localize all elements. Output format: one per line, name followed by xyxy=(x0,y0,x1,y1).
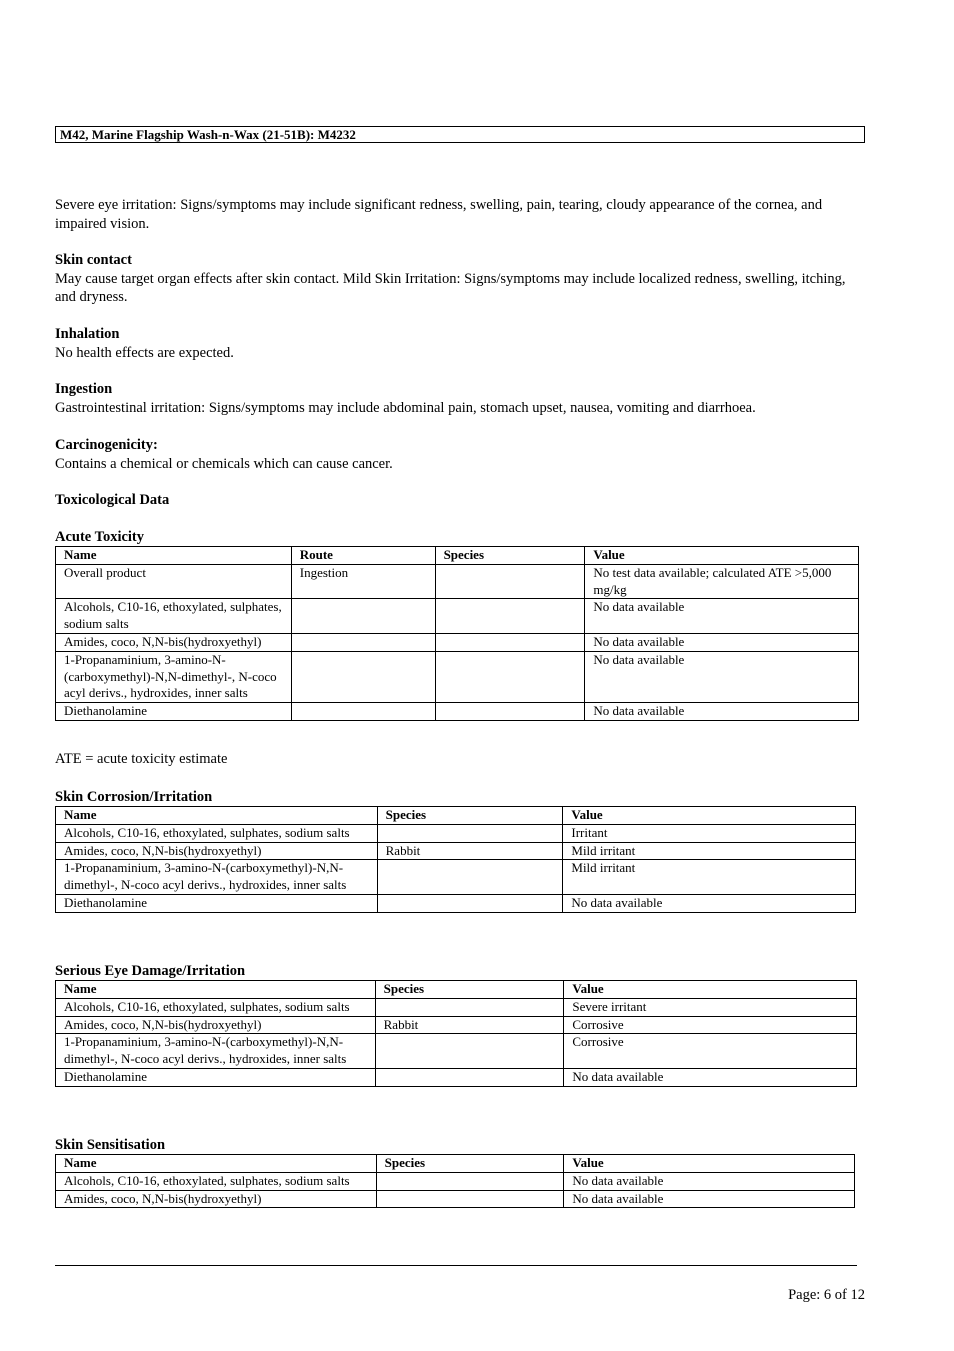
cell-name: 1-Propanaminium, 3-amino-N-(carboxymethyl)-N,N-dimethyl-, N-coco acyl derivs., hydroxides, inner salts xyxy=(56,860,378,895)
column-header-value: Value xyxy=(564,981,857,999)
column-header-route: Route xyxy=(291,547,435,565)
cell-species xyxy=(435,703,585,721)
cell-species xyxy=(376,1172,564,1190)
column-header-value: Value xyxy=(563,807,856,825)
skin-sensitisation-table xyxy=(55,1154,855,1208)
table-row xyxy=(56,599,859,634)
cell-name: 1-Propanaminium, 3-amino-N-(carboxymethyl)-N,N-dimethyl-, N-coco acyl derivs., hydroxides, inner salts xyxy=(56,651,292,702)
cell-species xyxy=(435,599,585,634)
table-header-row xyxy=(56,981,857,999)
cell-value: No data available xyxy=(585,651,859,702)
table-header-row xyxy=(56,1155,855,1173)
table-header-row xyxy=(56,547,859,565)
table-header-row xyxy=(56,807,856,825)
cell-name: Alcohols, C10-16, ethoxylated, sulphates, sodium salts xyxy=(56,998,376,1016)
ingestion-heading: Ingestion xyxy=(55,381,113,397)
cell-species xyxy=(435,564,585,599)
cell-value: Corrosive xyxy=(564,1034,857,1069)
cell-name: Alcohols, C10-16, ethoxylated, sulphates, sodium salts xyxy=(56,824,378,842)
ingestion-section xyxy=(55,380,855,417)
acute-toxicity-title: Acute Toxicity xyxy=(55,529,145,545)
cell-value: No data available xyxy=(585,599,859,634)
cell-species xyxy=(375,1068,564,1086)
table-row xyxy=(56,842,856,860)
cell-route xyxy=(291,599,435,634)
table-row xyxy=(56,1172,855,1190)
cell-species xyxy=(377,860,563,895)
cell-value: No data available xyxy=(585,633,859,651)
cell-species: Rabbit xyxy=(377,842,563,860)
table-row xyxy=(56,564,859,599)
cell-value: No data available xyxy=(563,894,856,912)
page-number: Page: 6 of 12 xyxy=(788,1287,865,1303)
ingestion-text: Gastrointestinal irritation: Signs/symptoms may include abdominal pain, stomach upset, nausea, vomiting and diarrhoea. xyxy=(55,399,756,416)
cell-name: Amides, coco, N,N-bis(hydroxyethyl) xyxy=(56,1016,376,1034)
cell-species xyxy=(377,894,563,912)
cell-species xyxy=(375,1034,564,1069)
column-header-species: Species xyxy=(435,547,585,565)
eye-damage-table xyxy=(55,980,857,1087)
table-row xyxy=(56,894,856,912)
ate-footnote: ATE = acute toxicity estimate xyxy=(55,751,228,767)
cell-species xyxy=(376,1190,564,1208)
column-header-name: Name xyxy=(56,1155,377,1173)
inhalation-text: No health effects are expected. xyxy=(55,344,234,361)
cell-value: Mild irritant xyxy=(563,860,856,895)
cell-species xyxy=(435,651,585,702)
skin-contact-text: May cause target organ effects after skin contact. Mild Skin Irritation: Signs/symptoms may include localized redness, swelling, itching, and dryness. xyxy=(55,270,846,305)
table-row xyxy=(56,1016,857,1034)
table-row xyxy=(56,703,859,721)
skin-corrosion-table xyxy=(55,806,856,913)
table-row xyxy=(56,1068,857,1086)
skin-contact-heading: Skin contact xyxy=(55,252,132,268)
cell-name: Diethanolamine xyxy=(56,703,292,721)
carcinogenicity-text: Contains a chemical or chemicals which can cause cancer. xyxy=(55,455,393,472)
column-header-value: Value xyxy=(564,1155,855,1173)
column-header-name: Name xyxy=(56,547,292,565)
table-row xyxy=(56,651,859,702)
toxicological-data-heading: Toxicological Data xyxy=(55,492,170,508)
table-row xyxy=(56,824,856,842)
cell-route xyxy=(291,703,435,721)
column-header-name: Name xyxy=(56,807,378,825)
skin-contact-section xyxy=(55,251,855,307)
column-header-name: Name xyxy=(56,981,376,999)
cell-value: No data available xyxy=(564,1190,855,1208)
cell-name: Alcohols, C10-16, ethoxylated, sulphates, sodium salts xyxy=(56,599,292,634)
acute-toxicity-table xyxy=(55,546,859,721)
column-header-species: Species xyxy=(375,981,564,999)
cell-species: Rabbit xyxy=(375,1016,564,1034)
cell-value: No test data available; calculated ATE >5,000 mg/kg xyxy=(585,564,859,599)
eye-effects-text: Severe eye irritation: Signs/symptoms may include significant redness, swelling, pain, tearing, cloudy appearance of the cornea, and impaired vision. xyxy=(55,197,823,232)
cell-value: Corrosive xyxy=(564,1016,857,1034)
table-row xyxy=(56,1190,855,1208)
cell-value: No data available xyxy=(564,1172,855,1190)
footer-divider xyxy=(55,1265,857,1266)
cell-name: Alcohols, C10-16, ethoxylated, sulphates, sodium salts xyxy=(56,1172,377,1190)
skin-corrosion-title: Skin Corrosion/Irritation xyxy=(55,789,213,805)
eye-damage-title: Serious Eye Damage/Irritation xyxy=(55,963,246,979)
cell-route: Ingestion xyxy=(291,564,435,599)
cell-value: Irritant xyxy=(563,824,856,842)
cell-name: Amides, coco, N,N-bis(hydroxyethyl) xyxy=(56,633,292,651)
carcinogenicity-section xyxy=(55,436,855,473)
cell-name: Amides, coco, N,N-bis(hydroxyethyl) xyxy=(56,842,378,860)
cell-name: Diethanolamine xyxy=(56,894,378,912)
cell-value: No data available xyxy=(585,703,859,721)
cell-name: 1-Propanaminium, 3-amino-N-(carboxymethyl)-N,N-dimethyl-, N-coco acyl derivs., hydroxides, inner salts xyxy=(56,1034,376,1069)
column-header-species: Species xyxy=(376,1155,564,1173)
inhalation-heading: Inhalation xyxy=(55,326,120,342)
cell-species xyxy=(435,633,585,651)
cell-name: Amides, coco, N,N-bis(hydroxyethyl) xyxy=(56,1190,377,1208)
table-row xyxy=(56,860,856,895)
cell-value: Severe irritant xyxy=(564,998,857,1016)
cell-route xyxy=(291,633,435,651)
cell-route xyxy=(291,651,435,702)
column-header-species: Species xyxy=(377,807,563,825)
table-row xyxy=(56,1034,857,1069)
skin-sensitisation-title: Skin Sensitisation xyxy=(55,1137,166,1153)
cell-name: Diethanolamine xyxy=(56,1068,376,1086)
cell-value: Mild irritant xyxy=(563,842,856,860)
carcinogenicity-heading: Carcinogenicity: xyxy=(55,437,158,453)
cell-species xyxy=(377,824,563,842)
cell-value: No data available xyxy=(564,1068,857,1086)
document-header-title: M42, Marine Flagship Wash-n-Wax (21-51B): M4232 xyxy=(55,126,865,143)
column-header-value: Value xyxy=(585,547,859,565)
table-row xyxy=(56,633,859,651)
cell-species xyxy=(375,998,564,1016)
table-row xyxy=(56,998,857,1016)
cell-name: Overall product xyxy=(56,564,292,599)
inhalation-section xyxy=(55,325,855,362)
